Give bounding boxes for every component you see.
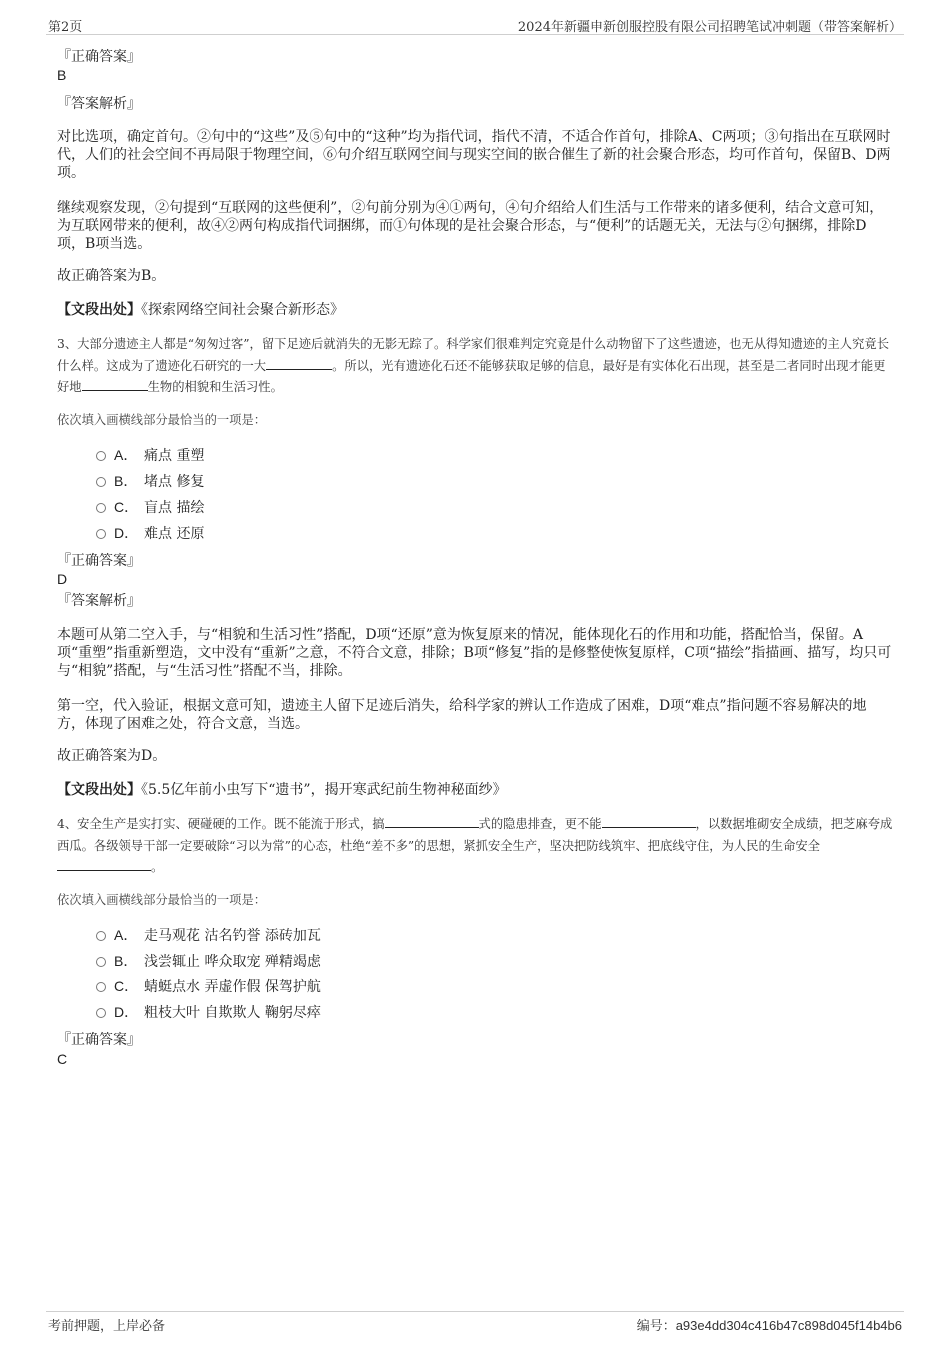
source-title: 《探索网络空间社会聚合新形态》 — [141, 302, 344, 318]
source-title: 《5.5亿年前小虫写下“遗书”，揭开寒武纪前生物神秘面纱》 — [141, 782, 507, 798]
stem-text: 4、安全生产是实打实、硬碰硬的工作。既不能流于形式，搞 — [57, 817, 385, 831]
q3-analysis-paragraph: 本题可从第二空入手，与“相貌和生活习性”搭配，D项“还原”意为恢复原来的情况，能体现化石的作用和功能，搭配恰当，保留。A项“重塑”指重新塑造，文中没有“重新”之意，不符合文意，排除；B项“修复”指的是修整使恢复原样，C项“描绘”指描画、描写，均只可与“相貌”搭配，与“生活习性”搭配不当，排除。 — [57, 627, 892, 679]
document-code: 编号：a93e4dd304c416b47c898d045f14b4b6 — [636, 1318, 902, 1333]
q2-conclusion: 故正确答案为B。 — [57, 268, 166, 284]
q3-option-a[interactable]: A． 痛点 重塑 — [96, 446, 204, 465]
q3-option-b[interactable]: B． 堵点 修复 — [96, 472, 204, 491]
radio-icon[interactable] — [96, 529, 106, 539]
stem-text: 式的隐患排查，更不能 — [478, 817, 602, 831]
answer-label: 『正确答案』 — [57, 553, 141, 569]
q2-analysis-paragraph: 继续观察发现，②句提到“互联网的这些便利”，②句前分别为④①两句，④句介绍给人们生活与工作带来的诸多便利，结合文意可知，为互联网带来的便利，故④②两句构成指代词捆绑，而①句体现的是社会聚合形态，与“便利”的话题无关，无法与②句捆绑，排除D项，B项当选。 — [57, 200, 884, 252]
source-tag: 【文段出处】 — [57, 782, 141, 798]
radio-icon[interactable] — [96, 982, 106, 992]
q3-answer: D — [57, 571, 68, 587]
q4-prompt: 依次填入画横线部分最恰当的一项是： — [57, 893, 267, 907]
document-title: 2024年新疆申新创服控股有限公司招聘笔试冲刺题（带答案解析） — [517, 20, 902, 35]
analysis-label: 『答案解析』 — [57, 593, 141, 609]
source-tag: 【文段出处】 — [57, 302, 141, 318]
fill-blank — [82, 378, 148, 391]
stem-text: ，以数据堆砌安全成绩，把芝麻夸成西瓜。各级领导干部一定要破除“习以为常”的心态，杜绝“差不多”的思想，紧抓安全生产，坚决把防线筑牢、把底线守住，为人民的生命安全 — [57, 817, 893, 853]
analysis-label: 『答案解析』 — [57, 96, 141, 112]
q4-option-d[interactable]: D． 粗枝大叶 自欺欺人 鞠躬尽瘁 — [96, 1003, 321, 1022]
q3-analysis-paragraph: 第一空，代入验证，根据文意可知，遗迹主人留下足迹后消失，给科学家的辨认工作造成了困难，D项“难点”指问题不容易解决的地方，体现了困难之处，符合文意，当选。 — [57, 698, 867, 732]
fill-blank — [57, 858, 151, 871]
q4-answer: C — [57, 1051, 68, 1067]
q4-stem — [57, 814, 893, 879]
radio-icon[interactable] — [96, 1008, 106, 1018]
stem-text: 。所以，光有遗迹化石还不能够获取足够的信息，最好是有实体化石出现，甚至是二者同时出现才能更好地 — [57, 358, 886, 394]
page-footer — [46, 1311, 904, 1334]
q3-stem — [57, 334, 893, 399]
q4-option-a[interactable]: A． 走马观花 沽名钓誉 添砖加瓦 — [96, 926, 321, 945]
stem-text: 生物的相貌和生活习性。 — [147, 380, 283, 394]
q3-option-c[interactable]: C． 盲点 描绘 — [96, 498, 204, 517]
stem-text: 3、大部分遗迹主人都是“匆匆过客”，留下足迹后就消失的无影无踪了。科学家们很难判定究竟是什么动物留下了这些遗迹，也无从得知遗迹的主人究竟长什么样。这成为了遗迹化石研究的一大 — [57, 337, 889, 373]
fill-blank — [602, 815, 696, 828]
fill-blank — [385, 815, 479, 828]
q2-answer: B — [57, 67, 67, 83]
q2-analysis-paragraph: 对比选项，确定首句。②句中的“这些”及⑤句中的“这种”均为指代词，指代不清，不适合作首句，排除A、C两项；③句指出在互联网时代，人们的社会空间不再局限于物理空间，⑥句介绍互联网空间与现实空间的嵌合催生了新的社会聚合形态，均可作首句，保留B、D两项。 — [57, 129, 891, 181]
page-number: 第2页 — [48, 20, 83, 35]
q4-option-b[interactable]: B． 浅尝辄止 哗众取宠 殚精竭虑 — [96, 952, 321, 971]
q3-conclusion: 故正确答案为D。 — [57, 748, 167, 764]
q3-prompt: 依次填入画横线部分最恰当的一项是： — [57, 413, 267, 427]
footer-slogan: 考前押题，上岸必备 — [48, 1319, 166, 1334]
radio-icon[interactable] — [96, 503, 106, 513]
q2-source — [57, 301, 893, 319]
answer-label: 『正确答案』 — [57, 1032, 141, 1048]
radio-icon[interactable] — [96, 931, 106, 941]
q4-option-c[interactable]: C． 蜻蜓点水 弄虚作假 保驾护航 — [96, 977, 321, 996]
q3-option-d[interactable]: D． 难点 还原 — [96, 524, 204, 543]
q3-source — [57, 781, 893, 799]
answer-label: 『正确答案』 — [57, 49, 141, 65]
radio-icon[interactable] — [96, 477, 106, 487]
page-header — [46, 14, 904, 35]
stem-text: 。 — [151, 860, 164, 874]
radio-icon[interactable] — [96, 957, 106, 967]
fill-blank — [266, 357, 332, 370]
radio-icon[interactable] — [96, 451, 106, 461]
